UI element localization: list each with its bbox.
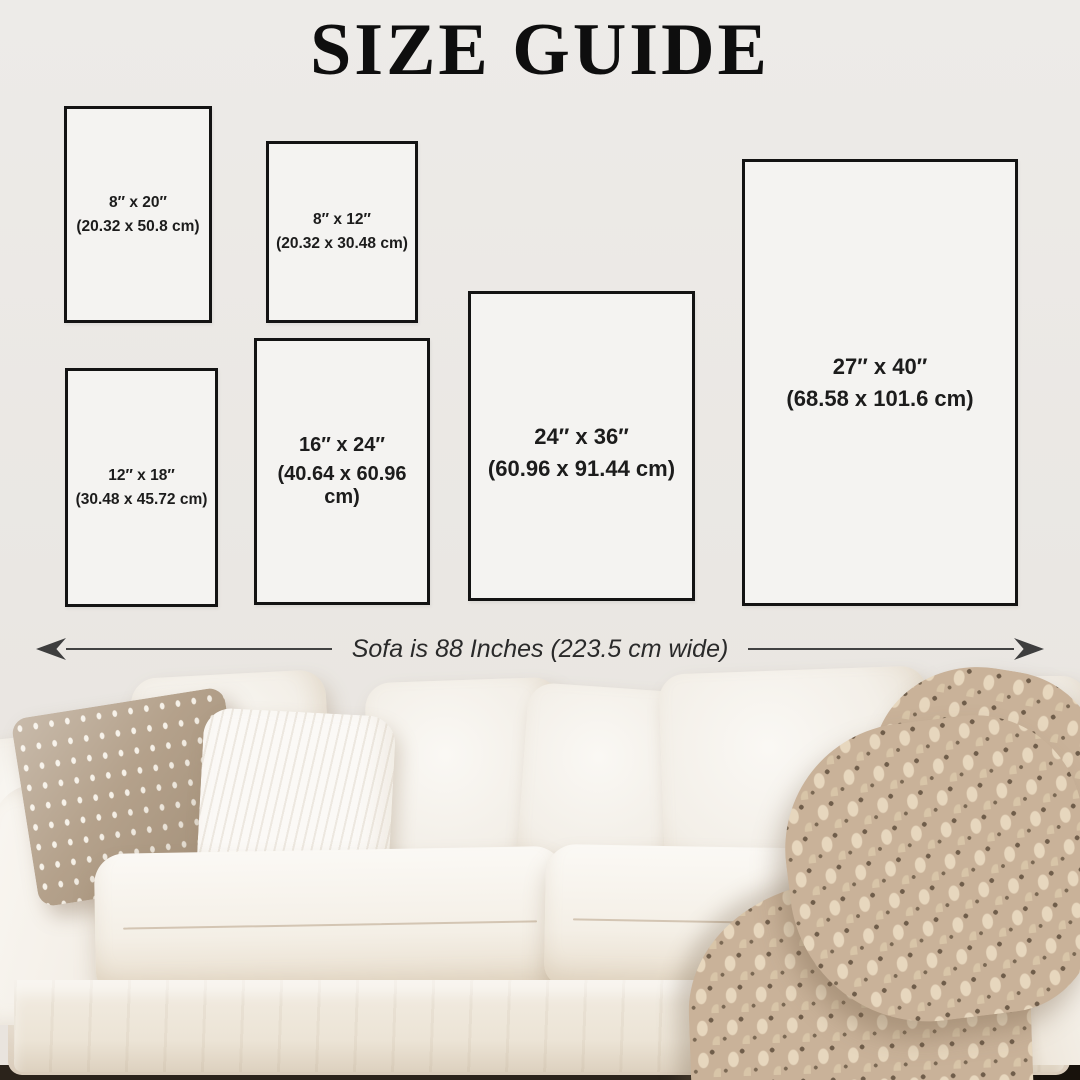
frame-size-inches: 8″ x 20″: [109, 193, 167, 211]
frame-size-cm: (20.32 x 30.48 cm): [276, 235, 408, 252]
dimension-line-right: [748, 648, 1014, 650]
frame-27x40: [742, 159, 1018, 606]
sofa-photo: [0, 660, 1080, 1080]
frame-16x24: [254, 338, 430, 605]
frame-size-inches: 12″ x 18″: [108, 466, 175, 484]
sofa-width-label: Sofa is 88 Inches (223.5 cm wide): [351, 634, 729, 663]
frame-12x18: [65, 368, 218, 607]
frame-size-inches: 24″ x 36″: [534, 424, 629, 449]
frame-size-cm: (60.96 x 91.44 cm): [487, 456, 676, 481]
frame-8x20: [64, 106, 212, 323]
arrow-left-icon: [36, 638, 66, 660]
frame-size-cm: (20.32 x 50.8 cm): [76, 217, 200, 235]
frame-size-cm: (40.64 x 60.96 cm): [277, 463, 407, 508]
page-title: SIZE GUIDE: [310, 9, 770, 91]
frame-8x12: [266, 141, 418, 323]
cushion-seam: [123, 920, 537, 929]
frame-size-inches: 16″ x 24″: [299, 434, 385, 456]
frame-size-cm: (68.58 x 101.6 cm): [786, 385, 974, 411]
frame-size-inches: 27″ x 40″: [832, 353, 928, 379]
frame-24x36: [468, 291, 695, 601]
seat-cushion-left: [94, 846, 566, 994]
arrow-right-icon: [1014, 638, 1044, 660]
frame-size-inches: 8″ x 12″: [313, 211, 371, 228]
dimension-line-left: [66, 648, 332, 650]
frame-size-cm: (30.48 x 45.72 cm): [75, 490, 208, 508]
